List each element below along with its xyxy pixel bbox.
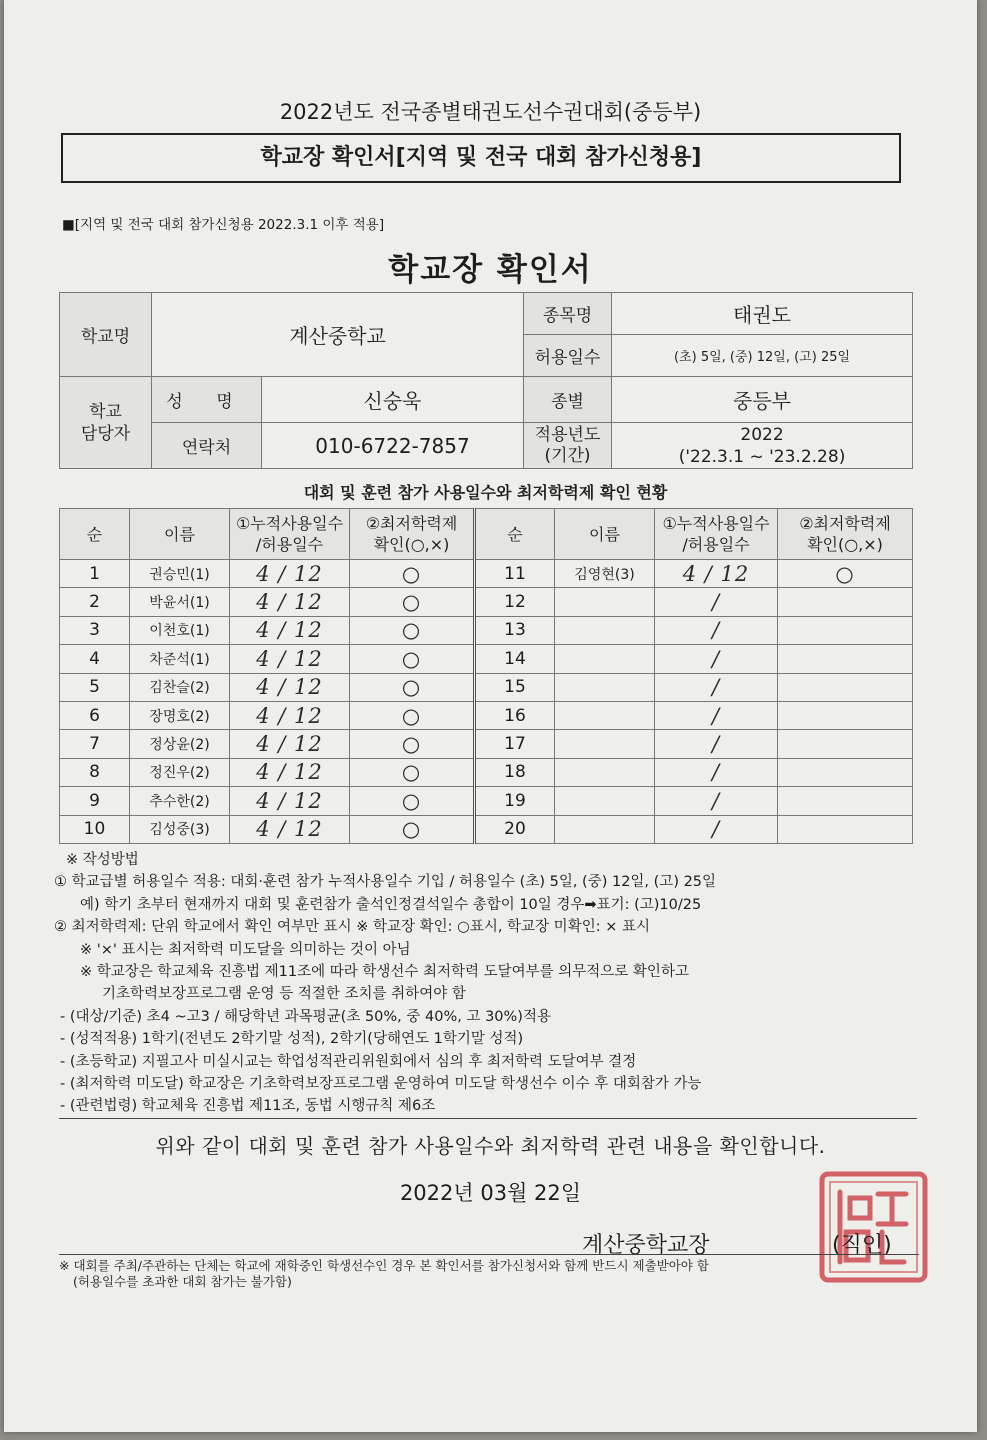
row-seq: 2 [60,588,130,616]
header-check: ②최저학력제 확인(○,×) [350,509,475,560]
row-check [778,616,913,644]
row-seq: 18 [475,758,555,786]
method-heading: ※ 작성방법 [66,852,139,868]
apply-note: ■[지역 및 전국 대회 참가신청용 2022.3.1 이후 적용] [62,217,385,233]
row-name [555,588,655,616]
row-check: ○ [350,645,475,673]
header-seq: 순 [60,509,130,560]
row-check [778,815,913,843]
row-seq: 3 [60,616,130,644]
row-check: ○ [350,616,475,644]
row-name: 김영현(3) [555,560,655,588]
row-days: / [655,701,778,729]
method-line: ② 최저학력제: 단위 학교에서 확인 여부만 표시 ※ 학교장 확인: ○표시, 학교장 미확인: × 표시 [54,919,650,936]
footnote-line: (허용일수를 초과한 대회 참가는 불가함) [73,1274,292,1289]
method-line: ※ 학교장은 학교체육 진흥법 제11조에 따라 학생선수 최저학력 도달여부를 의무적으로 확인하고 [80,964,689,981]
row-name: 권승민(1) [130,560,230,588]
allowed-days-label: 허용일수 [524,335,612,377]
method-line: - (성적적용) 1학기(전년도 2학기말 성적), 2학기(당해연도 1학기말 성적) [60,1031,524,1048]
table-row [60,616,913,644]
method-line: - (초등학교) 지필고사 미실시교는 학업성적관리위원회에서 심의 후 최저학력 도달여부 결정 [60,1053,637,1070]
row-seq: 4 [60,645,130,673]
row-seq: 6 [60,701,130,729]
name-value: 신숭욱 [262,377,524,423]
row-days: 4 / 12 [230,645,350,673]
row-seq: 9 [60,787,130,815]
table-row [60,815,913,843]
writing-method [54,849,914,1118]
row-seq: 14 [475,645,555,673]
row-days: 4 / 12 [230,588,350,616]
row-name [555,616,655,644]
year-value: 2022 ('22.3.1 ~ '23.2.28) [612,423,913,469]
allowed-days-value: (초) 5일, (중) 12일, (고) 25일 [612,335,913,377]
row-check: ○ [350,560,475,588]
row-name: 김찬슬(2) [130,673,230,701]
row-name [555,758,655,786]
row-days: / [655,616,778,644]
row-name [555,673,655,701]
method-line: - (최저학력 미도달) 학교장은 기초학력보장프로그램 운영하여 미도달 학생선수 이수 후 대회참가 가능 [60,1076,702,1093]
row-seq: 20 [475,815,555,843]
table-row [60,758,913,786]
row-days: / [655,673,778,701]
table-row [60,673,913,701]
row-seq: 7 [60,730,130,758]
row-check [778,645,913,673]
row-check: ○ [350,758,475,786]
method-line: ※ '×' 표시는 최저학력 미도달을 의미하는 것이 아님 [80,941,411,958]
row-check: ○ [350,673,475,701]
footnote-line: ※ 대회를 주최/주관하는 단체는 학교에 재학중인 학생선수인 경우 본 확인서를 참가신청서와 함께 반드시 제출받아야 함 [59,1258,709,1273]
table-row [60,645,913,673]
row-seq: 10 [60,815,130,843]
row-name: 장명호(2) [130,701,230,729]
row-name [555,701,655,729]
table-row [60,787,913,815]
table-row [60,730,913,758]
method-line: ① 학교급별 허용일수 적용: 대회·훈련 참가 누적사용일수 기입 / 허용일수 (초) 5일, (중) 12일, (고) 25일 [54,874,717,891]
method-line: - (관련법령) 학교체육 진흥법 제11조, 동법 시행규칙 제6조 [60,1098,436,1115]
header-days: ①누적사용일수 /허용일수 [655,509,778,560]
row-seq: 16 [475,701,555,729]
row-name: 박윤서(1) [130,588,230,616]
row-seq: 12 [475,588,555,616]
row-check [778,758,913,786]
row-seq: 17 [475,730,555,758]
row-days: 4 / 12 [655,560,778,588]
row-days: 4 / 12 [230,616,350,644]
header-days: ①누적사용일수 /허용일수 [230,509,350,560]
seal-label: (직인) [832,1233,892,1258]
row-name: 김성중(3) [130,815,230,843]
header-check: ②최저학력제 확인(○,×) [778,509,913,560]
method-line: 기초학력보장프로그램 운영 등 적절한 조치를 취하여야 함 [102,986,466,1003]
row-seq: 13 [475,616,555,644]
divider [59,1118,917,1119]
table-row [60,701,913,729]
main-title: 학교장 확인서 [388,252,593,288]
divider [59,1254,919,1255]
school-value: 계산중학교 [152,293,524,377]
row-check [778,730,913,758]
name-label: 성 명 [152,377,262,423]
row-name: 차준석(1) [130,645,230,673]
row-name [555,815,655,843]
row-days: 4 / 12 [230,787,350,815]
row-days: 4 / 12 [230,730,350,758]
row-days: 4 / 12 [230,758,350,786]
row-seq: 15 [475,673,555,701]
year-label: 적용년도 (기간) [524,423,612,469]
school-label: 학교명 [60,293,152,377]
sport-value: 태권도 [612,293,913,335]
row-days: / [655,645,778,673]
row-check: ○ [350,701,475,729]
principal-title: 계산중학교장 [582,1233,710,1258]
header-seq: 순 [475,509,555,560]
row-check [778,588,913,616]
row-check: ○ [350,815,475,843]
row-name [555,730,655,758]
row-days: 4 / 12 [230,560,350,588]
row-name [555,645,655,673]
row-name: 추수한(2) [130,787,230,815]
row-check [778,701,913,729]
row-name: 정상윤(2) [130,730,230,758]
confirm-statement: 위와 같이 대회 및 훈련 참가 사용일수와 최저학력 관련 내용을 확인합니다. [155,1134,826,1158]
row-days: 4 / 12 [230,701,350,729]
row-check [778,673,913,701]
table-row [60,560,913,588]
row-name [555,787,655,815]
roster-title: 대회 및 훈련 참가 사용일수와 최저학력제 확인 현황 [303,483,668,502]
division-label: 종별 [524,377,612,423]
row-days: 4 / 12 [230,815,350,843]
row-check: ○ [350,588,475,616]
row-days: 4 / 12 [230,673,350,701]
row-check: ○ [350,787,475,815]
row-days: / [655,815,778,843]
contact-value: 010-6722-7857 [262,423,524,469]
row-name: 정진우(2) [130,758,230,786]
row-days: / [655,588,778,616]
header-name: 이름 [130,509,230,560]
row-days: / [655,730,778,758]
school-info-table [59,292,913,469]
contact-label: 연락처 [152,423,262,469]
row-days: / [655,758,778,786]
row-seq: 19 [475,787,555,815]
row-check [778,787,913,815]
row-seq: 11 [475,560,555,588]
row-seq: 1 [60,560,130,588]
footnote [59,1258,929,1290]
row-seq: 5 [60,673,130,701]
document-page [4,0,977,1432]
header-name: 이름 [555,509,655,560]
division-value: 중등부 [612,377,913,423]
sport-label: 종목명 [524,293,612,335]
issue-date: 2022년 03월 22일 [399,1181,582,1205]
manager-label: 학교 담당자 [60,377,152,469]
row-name: 이천호(1) [130,616,230,644]
document-title-box: 학교장 확인서[지역 및 전국 대회 참가신청용] [61,133,901,183]
row-check: ○ [350,730,475,758]
event-title: 2022년도 전국종별태권도선수권대회(중등부) [279,100,702,124]
row-seq: 8 [60,758,130,786]
method-line: - (대상/기준) 초4 ~고3 / 해당학년 과목평균(초 50%, 중 40%, 고 30%)적용 [60,1008,551,1025]
method-line: 예) 학기 초부터 현재까지 대회 및 훈련참가 출석인정결석일수 총합이 10일 경우➡표기: (고)10/25 [80,896,702,913]
row-check: ○ [778,560,913,588]
roster-table [59,508,913,844]
table-row [60,588,913,616]
row-days: / [655,787,778,815]
